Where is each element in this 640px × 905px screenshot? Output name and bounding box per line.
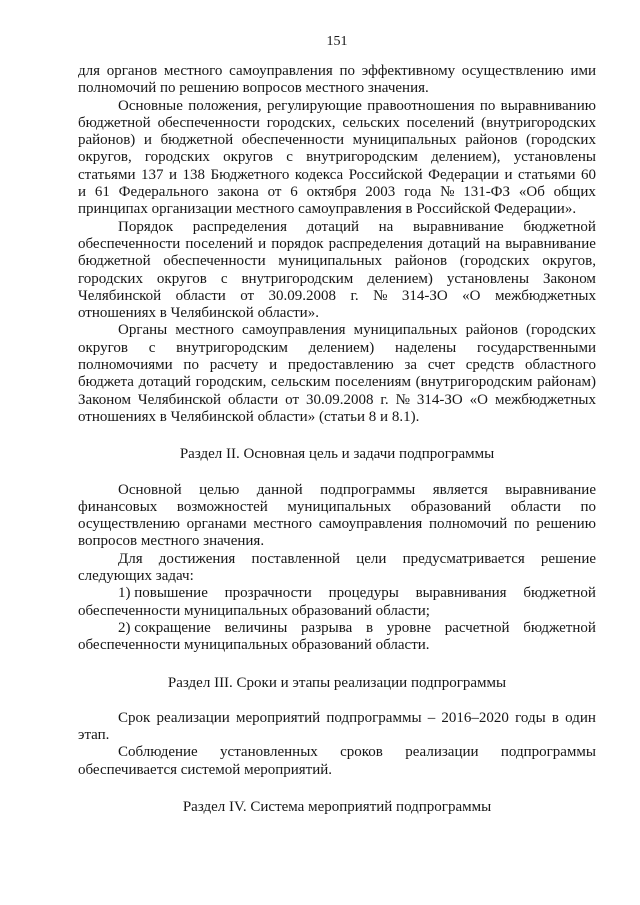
word: для <box>78 63 101 79</box>
word: общих <box>553 184 596 201</box>
word: бюджетной <box>523 218 596 235</box>
word: в <box>551 709 559 726</box>
word: на <box>485 235 501 252</box>
word: по <box>339 63 355 79</box>
word: эффективному <box>361 63 456 79</box>
word: уровне <box>386 619 432 636</box>
word: Федерации <box>428 166 499 183</box>
word: расчету <box>209 357 259 374</box>
word: городским, <box>195 374 267 391</box>
word: подпрограммы <box>320 481 416 498</box>
text-line <box>78 357 596 374</box>
word: городских, <box>266 114 336 131</box>
text-line: обеспечивается системой мероприятий. <box>78 761 333 778</box>
word: по <box>479 97 496 114</box>
word: 131-ФЗ <box>463 184 511 201</box>
word: Органы <box>118 322 168 339</box>
word: области <box>175 287 226 304</box>
word: образований <box>410 498 492 515</box>
word: положения, <box>188 97 262 114</box>
word: бюджетной <box>523 619 596 636</box>
word: полномочиями <box>78 357 173 374</box>
word: округов, <box>78 149 132 166</box>
word: бюджетной <box>78 114 151 131</box>
text-line: отношениях в Челябинской области». <box>78 305 319 322</box>
word: цели <box>356 550 387 567</box>
text-line <box>78 167 596 184</box>
section-3 <box>78 675 596 779</box>
section-2 <box>78 446 596 654</box>
word: статьями <box>518 166 576 183</box>
text-line <box>78 98 596 115</box>
word: Челябинской <box>137 391 222 408</box>
text-line <box>78 620 596 637</box>
word: октября <box>306 184 357 201</box>
word: № <box>395 391 410 408</box>
word: муниципальных <box>278 253 383 270</box>
word: 1) повышение <box>118 585 208 602</box>
word: Основные <box>118 97 183 114</box>
word: межбюджетных <box>494 287 596 304</box>
word: порядок <box>271 235 324 252</box>
word: решению <box>536 516 596 533</box>
word: от <box>267 184 282 201</box>
word: наделены <box>395 339 457 356</box>
paragraph <box>78 551 596 586</box>
text-line <box>78 585 596 602</box>
text-line <box>78 374 596 391</box>
word: Основной <box>118 481 182 498</box>
text-line: полномочий по решению вопросов местного значения. <box>78 80 429 97</box>
word: районов <box>465 322 518 339</box>
word: районов <box>394 253 448 270</box>
text-line <box>78 710 596 727</box>
word: 314-ЗО <box>416 391 463 408</box>
word: один <box>565 709 596 726</box>
word: величины <box>224 619 288 636</box>
text-line <box>78 744 596 761</box>
word: Челябинской <box>78 287 162 304</box>
word: средств <box>465 357 515 374</box>
word: бюджетной <box>160 132 234 149</box>
word: округов <box>78 339 128 356</box>
word: самоуправления <box>318 516 423 533</box>
word: органов <box>106 63 158 79</box>
word: городских <box>144 149 210 166</box>
text-line: отношениях в Челябинской области» (статьи 8 и 8.1). <box>78 408 420 425</box>
word: поселениям <box>334 374 411 391</box>
section-heading: Раздел III. Сроки и этапы реализации подпрограммы <box>167 674 507 691</box>
word: выравнивание <box>505 481 596 498</box>
word: округов <box>223 149 274 166</box>
word: 61 <box>94 184 110 201</box>
word: Соблюдение <box>118 744 198 761</box>
word: с <box>220 270 228 287</box>
text-line <box>78 149 596 166</box>
word: распределения <box>328 235 423 252</box>
word: решение <box>540 550 596 567</box>
word: данной <box>256 481 303 498</box>
word: предоставлению <box>287 357 394 374</box>
word: областного <box>525 357 596 374</box>
word: Законом <box>542 270 596 287</box>
word: сельским <box>271 374 331 391</box>
paragraph <box>78 322 596 426</box>
word: местного <box>175 322 234 339</box>
word: (городских <box>526 132 596 149</box>
word: выравнивание <box>412 218 504 235</box>
word: Законом <box>78 391 131 408</box>
word: обеспеченности <box>78 235 181 252</box>
word: и <box>78 184 87 201</box>
word: процедуры <box>328 585 399 602</box>
word: регулирующие <box>267 97 362 114</box>
word: годы <box>515 709 546 726</box>
word: целью <box>199 481 240 498</box>
word: Срок <box>118 709 151 726</box>
word: в <box>365 619 374 636</box>
list-item <box>78 620 596 655</box>
word: № <box>373 287 388 304</box>
word: мероприятий <box>235 709 321 726</box>
word: (городских <box>526 322 596 339</box>
word: 138 <box>182 166 206 183</box>
word: по <box>580 498 596 515</box>
word: районов) <box>78 132 136 149</box>
word: счет <box>427 357 455 374</box>
word: 2) сокращение <box>118 619 211 636</box>
word: 2003 <box>365 184 396 201</box>
word: (внутригородским <box>415 374 533 391</box>
word: ими <box>570 63 596 79</box>
text-line: следующих задач: <box>78 568 194 585</box>
word: полномочий <box>429 516 508 533</box>
word: выравнивания <box>415 585 507 602</box>
word: внутригородским <box>176 339 288 356</box>
text-line <box>78 392 596 409</box>
word: г. <box>350 287 359 304</box>
word: г. <box>380 391 389 408</box>
section-heading: Раздел II. Основная цель и задачи подпрограммы <box>179 446 495 463</box>
word: Бюджетного <box>210 166 290 183</box>
word: кодекса <box>294 166 344 183</box>
word: от <box>240 287 255 304</box>
word: и <box>258 235 267 252</box>
word: органами <box>186 516 247 533</box>
text-line <box>78 219 596 236</box>
section-4 <box>78 799 596 816</box>
word: области <box>228 391 279 408</box>
word: самоуправления <box>229 63 333 79</box>
word: № <box>440 184 455 201</box>
word: расчетной <box>444 619 510 636</box>
word: дотаций <box>306 218 360 235</box>
word: дотаций <box>427 235 481 252</box>
text-line <box>78 184 596 201</box>
paragraph <box>78 219 596 323</box>
word: реализации <box>156 709 230 726</box>
word: поселений <box>406 114 475 131</box>
word: подпрограммы <box>500 744 596 761</box>
text-line <box>78 115 596 132</box>
text-line <box>78 322 596 339</box>
word: муниципальных <box>353 322 458 339</box>
word: местного <box>163 63 223 79</box>
word: делением) <box>308 339 375 356</box>
word: года <box>404 184 432 201</box>
word: 30.09.2008 <box>305 391 374 408</box>
word: дотаций <box>138 374 192 391</box>
word: и <box>143 132 152 149</box>
text-line <box>78 63 596 80</box>
text-line <box>78 236 596 253</box>
word: районам) <box>537 374 596 391</box>
word: округов, <box>542 253 596 270</box>
word: сельских <box>342 114 400 131</box>
word: обеспеченности <box>157 114 260 131</box>
word: за <box>404 357 418 374</box>
section-intro <box>78 63 596 426</box>
text-line <box>78 132 596 149</box>
text-line <box>78 253 596 270</box>
word: внутригородским <box>306 149 418 166</box>
paragraph-continued <box>78 63 596 98</box>
word: бюджетной <box>78 253 151 270</box>
word: муниципальных <box>352 132 457 149</box>
word: установлены <box>513 149 596 166</box>
word: выравниванию <box>500 97 596 114</box>
word: с <box>286 149 293 166</box>
word: является <box>432 481 488 498</box>
word: районов <box>465 132 518 149</box>
word: финансовых <box>78 498 158 515</box>
word: 314-ЗО <box>401 287 448 304</box>
word: государственными <box>477 339 596 356</box>
paragraph <box>78 710 596 745</box>
word: обеспеченности <box>241 132 345 149</box>
word: и <box>504 166 513 183</box>
word: (внутригородских <box>481 114 596 131</box>
list-item <box>78 585 596 620</box>
word: местного <box>253 516 312 533</box>
word: Для <box>118 550 143 567</box>
word: бюджетной <box>523 585 596 602</box>
text-line <box>78 551 596 568</box>
word: установленных <box>220 744 318 761</box>
text-line <box>78 482 596 499</box>
word: и <box>269 357 278 374</box>
word: округов <box>156 270 207 287</box>
word: реализации <box>405 744 479 761</box>
word: городских <box>78 270 143 287</box>
word: поселений <box>185 235 254 252</box>
word: возможностей <box>176 498 268 515</box>
word: 30.09.2008 <box>268 287 337 304</box>
word: статьями <box>78 166 136 183</box>
text-line <box>78 516 596 533</box>
word: поставленной <box>251 550 341 567</box>
word: по <box>183 357 199 374</box>
section-heading: Раздел IV. Система мероприятий подпрограммы <box>182 798 492 815</box>
word: сроков <box>340 744 383 761</box>
word: разрыва <box>301 619 353 636</box>
text-line: обеспеченности муниципальных образований области. <box>78 637 430 654</box>
word: Российской <box>348 166 423 183</box>
word: 2016–2020 <box>441 709 509 726</box>
word: с <box>148 339 156 356</box>
word: Порядок <box>118 218 174 235</box>
word: от <box>285 391 300 408</box>
text-line <box>78 499 596 516</box>
text-line <box>78 271 596 288</box>
text-line <box>78 340 596 357</box>
text-line: обеспеченности муниципальных образований области; <box>78 602 430 619</box>
text-line <box>78 288 596 305</box>
word: закона <box>217 184 259 201</box>
word: внутригородским <box>241 270 354 287</box>
word: межбюджетных <box>494 391 596 408</box>
word: на <box>378 218 394 235</box>
word: (городских <box>459 253 530 270</box>
word: осуществлению <box>78 516 180 533</box>
word: «О <box>462 287 481 304</box>
word: «Об <box>518 184 545 201</box>
text-line: вопросов местного значения. <box>78 533 265 550</box>
word: и <box>168 166 178 183</box>
word: прозрачности <box>224 585 312 602</box>
word: области <box>510 498 561 515</box>
word: делением) <box>367 270 433 287</box>
word: – <box>427 709 436 726</box>
word: Федерального <box>118 184 209 201</box>
word: выравнивание <box>505 235 596 252</box>
word: правоотношения <box>367 97 475 114</box>
word: достижения <box>158 550 236 567</box>
word: бюджета <box>78 374 134 391</box>
paragraph <box>78 98 596 219</box>
word: распределения <box>192 218 287 235</box>
word: 60 <box>580 166 596 183</box>
text-line: принципах организации местного самоуправления в Российской Федерации». <box>78 201 577 218</box>
paragraph <box>78 744 596 779</box>
word: делением), <box>431 149 501 166</box>
text-line: этап. <box>78 727 110 744</box>
word: обеспеченности <box>163 253 266 270</box>
word: самоуправления <box>241 322 346 339</box>
page-number: 151 <box>326 34 348 49</box>
document-body <box>78 63 596 834</box>
word: по <box>514 516 530 533</box>
paragraph <box>78 482 596 551</box>
word: предусматривается <box>402 550 525 567</box>
word: подпрограммы <box>326 709 422 726</box>
word: 6 <box>290 184 298 201</box>
word: «О <box>469 391 488 408</box>
word: установлены <box>446 270 530 287</box>
word: муниципальных <box>287 498 392 515</box>
word: 137 <box>140 166 164 183</box>
word: осуществлению <box>461 63 564 79</box>
